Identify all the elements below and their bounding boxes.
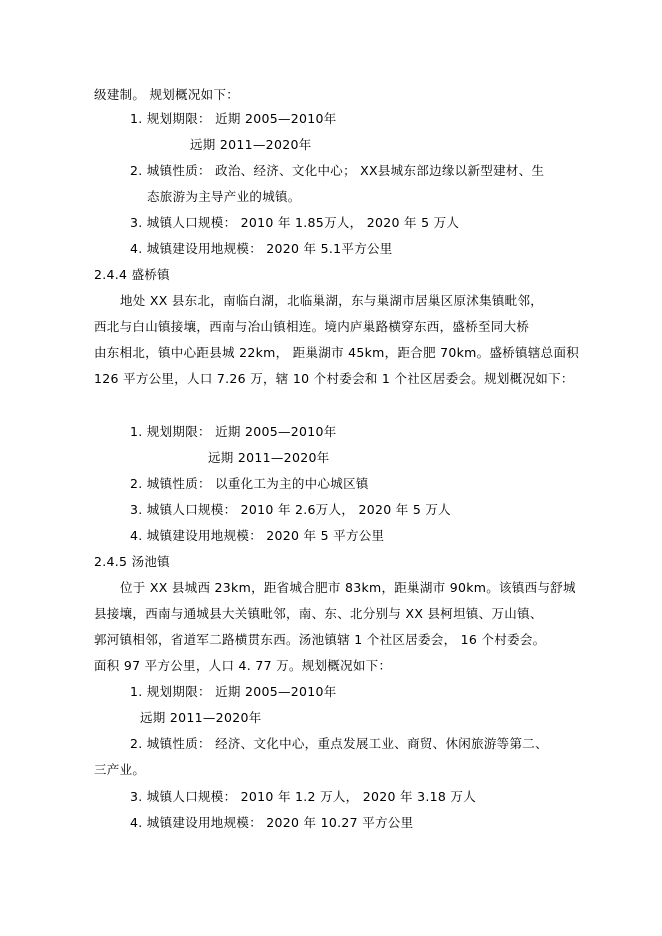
paragraph-line: 由东相北，镇中心距县城 22km， 距巢湖市 45km，距合肥 70km。盛桥镇辖总面积 xyxy=(94,345,580,360)
list-item: 3. 城镇人口规模： 2010 年 1.85万人， 2020 年 5 万人 xyxy=(130,215,460,230)
paragraph-line: 126 平方公里，人口 7.26 万，辖 10 个村委会和 1 个社区居委会。规划概况如下： xyxy=(94,371,574,386)
list-item-continuation: 三产业。 xyxy=(94,762,146,777)
list-item: 1. 规划期限： 近期 2005—2010年 xyxy=(130,111,337,126)
section-heading: 2.4.5 汤池镇 xyxy=(94,554,170,569)
list-item: 4. 城镇建设用地规模： 2020 年 5.1平方公里 xyxy=(130,241,393,256)
list-item-continuation: 态旅游为主导产业的城镇。 xyxy=(147,189,301,204)
list-item-continuation: 远期 2011—2020年 xyxy=(208,450,330,465)
paragraph-line: 西北与白山镇接壤，西南与冶山镇相连。境内庐巢路横穿东西，盛桥至同大桥 xyxy=(94,319,530,334)
list-item: 4. 城镇建设用地规模： 2020 年 5 平方公里 xyxy=(130,528,385,543)
text-line: 级建制。 规划概况如下： xyxy=(94,87,240,102)
paragraph-line: 位于 XX 县城西 23km，距省城合肥市 83km，距巢湖市 90km。该镇西与舒城 xyxy=(120,580,576,595)
list-item-continuation: 远期 2011—2020年 xyxy=(190,137,312,152)
list-item: 1. 规划期限： 近期 2005—2010年 xyxy=(130,424,337,439)
paragraph-line: 郭河镇相邻，省道军二路横贯东西。汤池镇辖 1 个社区居委会， 16 个村委会。 xyxy=(94,632,546,647)
paragraph-line: 面积 97 平方公里，人口 4. 77 万。规划概况如下： xyxy=(94,658,392,673)
list-item-continuation: 远期 2011—2020年 xyxy=(140,710,262,725)
list-item: 4. 城镇建设用地规模： 2020 年 10.27 平方公里 xyxy=(130,815,414,830)
section-heading: 2.4.4 盛桥镇 xyxy=(94,267,170,282)
list-item: 2. 城镇性质： 经济、文化中心，重点发展工业、商贸、休闲旅游等第二、 xyxy=(130,736,548,751)
paragraph-line: 县接壤，西南与通城县大关镇毗邻，南、东、北分别与 XX 县柯坦镇、万山镇、 xyxy=(94,606,543,621)
list-item: 2. 城镇性质： 政治、经济、文化中心； XX县城东部边缘以新型建材、生 xyxy=(130,163,545,178)
list-item: 1. 规划期限： 近期 2005—2010年 xyxy=(130,684,337,699)
list-item: 3. 城镇人口规模： 2010 年 1.2 万人， 2020 年 3.18 万人 xyxy=(130,789,477,804)
list-item: 3. 城镇人口规模： 2010 年 2.6万人， 2020 年 5 万人 xyxy=(130,502,451,517)
list-item: 2. 城镇性质： 以重化工为主的中心城区镇 xyxy=(130,476,369,491)
paragraph-line: 地处 XX 县东北，南临白湖，北临巢湖，东与巢湖市居巢区原沭集镇毗邻， xyxy=(120,293,544,308)
